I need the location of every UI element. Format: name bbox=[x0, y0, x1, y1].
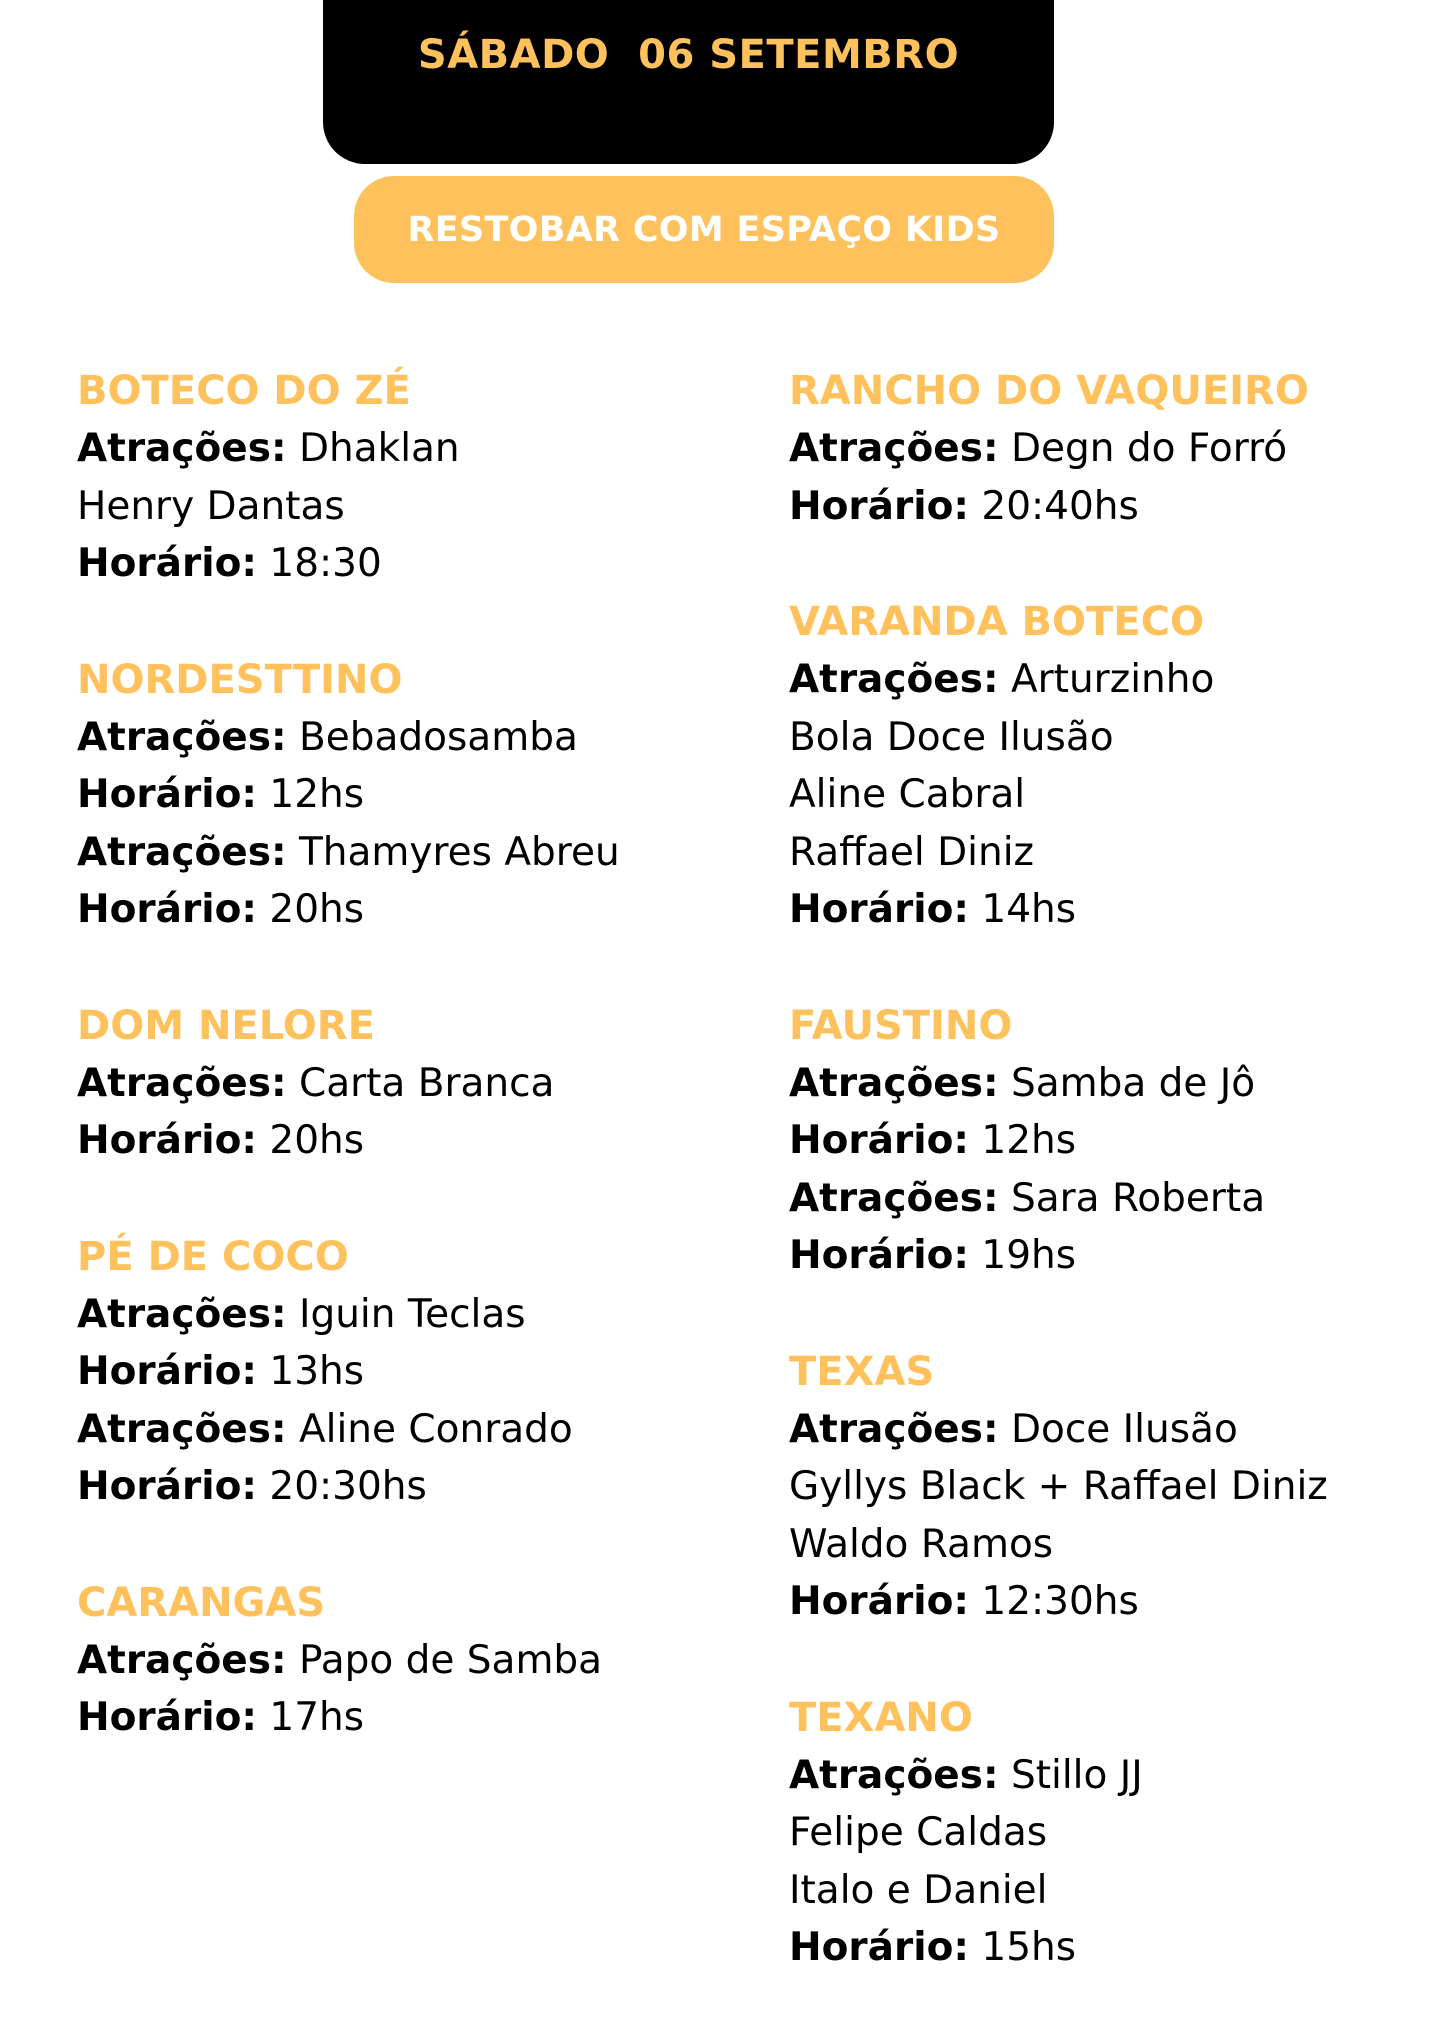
schedule-line bbox=[789, 766, 1419, 824]
line-label: Atrações: bbox=[789, 1752, 999, 1798]
schedule-line bbox=[77, 1401, 717, 1459]
venue-name: BOTECO DO ZÉ bbox=[77, 368, 411, 414]
schedule-line bbox=[77, 824, 717, 882]
schedule-line bbox=[789, 1112, 1419, 1170]
schedule-line bbox=[77, 709, 717, 767]
line-value: Henry Dantas bbox=[77, 483, 345, 529]
venue-block bbox=[77, 651, 717, 939]
line-value: 15hs bbox=[968, 1925, 1077, 1970]
schedule-line bbox=[77, 1458, 717, 1516]
line-label: Horário: bbox=[789, 1233, 969, 1278]
line-label: Horário: bbox=[77, 1464, 257, 1509]
right-column bbox=[789, 362, 1419, 2035]
line-label: Atrações: bbox=[77, 1637, 287, 1683]
line-label: Horário: bbox=[789, 1579, 969, 1624]
line-value: Gyllys Black + Raffael Diniz bbox=[789, 1464, 1328, 1509]
schedule-line bbox=[789, 881, 1419, 939]
venue-block bbox=[789, 1343, 1419, 1631]
schedule-line bbox=[77, 1112, 717, 1170]
line-label: Atrações: bbox=[77, 829, 287, 875]
line-value: Waldo Ramos bbox=[789, 1521, 1054, 1567]
schedule-line bbox=[789, 651, 1419, 709]
line-label: Atrações: bbox=[77, 1060, 287, 1106]
venue-name: RANCHO DO VAQUEIRO bbox=[789, 368, 1309, 414]
venue-block bbox=[789, 997, 1419, 1285]
line-value: Carta Branca bbox=[286, 1060, 555, 1106]
line-label: Horário: bbox=[77, 541, 257, 586]
line-label: Horário: bbox=[77, 772, 257, 817]
venue-block bbox=[77, 1228, 717, 1516]
schedule-line bbox=[789, 1401, 1419, 1459]
venue-name: NORDESTTINO bbox=[77, 656, 403, 703]
line-value: 19hs bbox=[968, 1233, 1077, 1278]
schedule-line bbox=[77, 1055, 717, 1113]
line-value: 13hs bbox=[256, 1349, 365, 1394]
venue-block bbox=[789, 362, 1419, 535]
line-value: Iguin Teclas bbox=[286, 1291, 526, 1337]
schedule-line bbox=[789, 478, 1419, 536]
venue-name: DOM NELORE bbox=[77, 1002, 375, 1049]
line-label: Horário: bbox=[789, 1118, 969, 1163]
venue-name: TEXANO bbox=[789, 1694, 973, 1741]
schedule-line bbox=[789, 1919, 1419, 1977]
line-label: Horário: bbox=[789, 887, 969, 932]
line-value: Dhaklan bbox=[286, 426, 460, 471]
line-value: Felipe Caldas bbox=[789, 1810, 1048, 1855]
schedule-line bbox=[77, 1286, 717, 1344]
line-label: Atrações: bbox=[77, 426, 287, 471]
line-value: Doce Ilusão bbox=[998, 1406, 1238, 1452]
schedule-line bbox=[77, 478, 717, 536]
schedule-line bbox=[789, 1227, 1419, 1285]
schedule-line bbox=[789, 824, 1419, 882]
venue-name: CARANGAS bbox=[77, 1579, 326, 1626]
line-label: Horário: bbox=[77, 1118, 257, 1163]
venue-block bbox=[789, 1689, 1419, 1977]
line-value: Thamyres Abreu bbox=[286, 829, 620, 875]
schedule-line bbox=[77, 1632, 717, 1690]
line-label: Atrações: bbox=[789, 1060, 999, 1106]
line-value: Samba de Jô bbox=[998, 1060, 1256, 1106]
schedule-line bbox=[77, 535, 717, 593]
venue-block bbox=[77, 997, 717, 1170]
venue-block bbox=[77, 362, 717, 593]
line-value: Bola Doce Ilusão bbox=[789, 714, 1114, 760]
subtitle-pill bbox=[354, 176, 1054, 283]
schedule-line bbox=[789, 1747, 1419, 1805]
schedule-line bbox=[77, 1343, 717, 1401]
line-value: Sara Roberta bbox=[998, 1175, 1266, 1221]
line-label: Atrações: bbox=[789, 1175, 999, 1221]
schedule-line bbox=[789, 1862, 1419, 1920]
line-value: 20hs bbox=[256, 887, 365, 932]
schedule-line bbox=[789, 1458, 1419, 1516]
line-value: Raffael Diniz bbox=[789, 829, 1035, 875]
line-value: Degn do Forró bbox=[998, 426, 1288, 471]
line-label: Atrações: bbox=[789, 426, 999, 471]
schedule-line bbox=[789, 1573, 1419, 1631]
schedule-line bbox=[77, 766, 717, 824]
schedule-line bbox=[77, 420, 717, 478]
line-value: Aline Cabral bbox=[789, 772, 1026, 817]
venue-block bbox=[77, 1574, 717, 1747]
line-value: Bebadosamba bbox=[286, 714, 578, 760]
schedule-line bbox=[789, 709, 1419, 767]
schedule-line bbox=[789, 1055, 1419, 1113]
line-value: 17hs bbox=[256, 1695, 365, 1740]
subtitle-text: RESTOBAR COM ESPAÇO KIDS bbox=[407, 209, 1001, 250]
venue-name: PÉ DE COCO bbox=[77, 1233, 349, 1280]
schedule-line bbox=[789, 1804, 1419, 1862]
venue-block bbox=[789, 593, 1419, 939]
date-banner bbox=[323, 0, 1054, 164]
venue-name: VARANDA BOTECO bbox=[789, 599, 1204, 645]
line-label: Horário: bbox=[789, 1925, 969, 1970]
line-value: 12:30hs bbox=[968, 1579, 1139, 1624]
line-value: 20hs bbox=[256, 1118, 365, 1163]
line-label: Horário: bbox=[77, 887, 257, 932]
line-label: Atrações: bbox=[77, 1406, 287, 1452]
line-value: Stillo JJ bbox=[998, 1752, 1143, 1798]
venue-name: FAUSTINO bbox=[789, 1002, 1013, 1049]
line-value: Italo e Daniel bbox=[789, 1867, 1048, 1913]
schedule-line bbox=[789, 420, 1419, 478]
schedule-line bbox=[77, 881, 717, 939]
line-value: Aline Conrado bbox=[286, 1406, 573, 1452]
line-value: 18:30 bbox=[256, 541, 382, 586]
schedule-line bbox=[77, 1689, 717, 1747]
event-date: SÁBADO 06 SETEMBRO bbox=[417, 32, 960, 78]
line-label: Horário: bbox=[77, 1695, 257, 1740]
line-value: 20:40hs bbox=[968, 483, 1139, 529]
line-value: 12hs bbox=[256, 772, 365, 817]
schedule-line bbox=[789, 1170, 1419, 1228]
line-label: Atrações: bbox=[789, 1406, 999, 1452]
schedule-line bbox=[789, 1516, 1419, 1574]
line-value: 14hs bbox=[968, 887, 1077, 932]
line-value: Papo de Samba bbox=[286, 1637, 603, 1683]
line-label: Atrações: bbox=[77, 714, 287, 760]
line-value: 12hs bbox=[968, 1118, 1077, 1163]
left-column bbox=[77, 362, 717, 1805]
line-value: 20:30hs bbox=[256, 1464, 427, 1509]
line-label: Atrações: bbox=[77, 1291, 287, 1337]
venue-name: TEXAS bbox=[789, 1348, 935, 1395]
line-label: Horário: bbox=[77, 1349, 257, 1394]
line-label: Horário: bbox=[789, 483, 969, 529]
line-value: Arturzinho bbox=[998, 657, 1215, 702]
line-label: Atrações: bbox=[789, 657, 999, 702]
